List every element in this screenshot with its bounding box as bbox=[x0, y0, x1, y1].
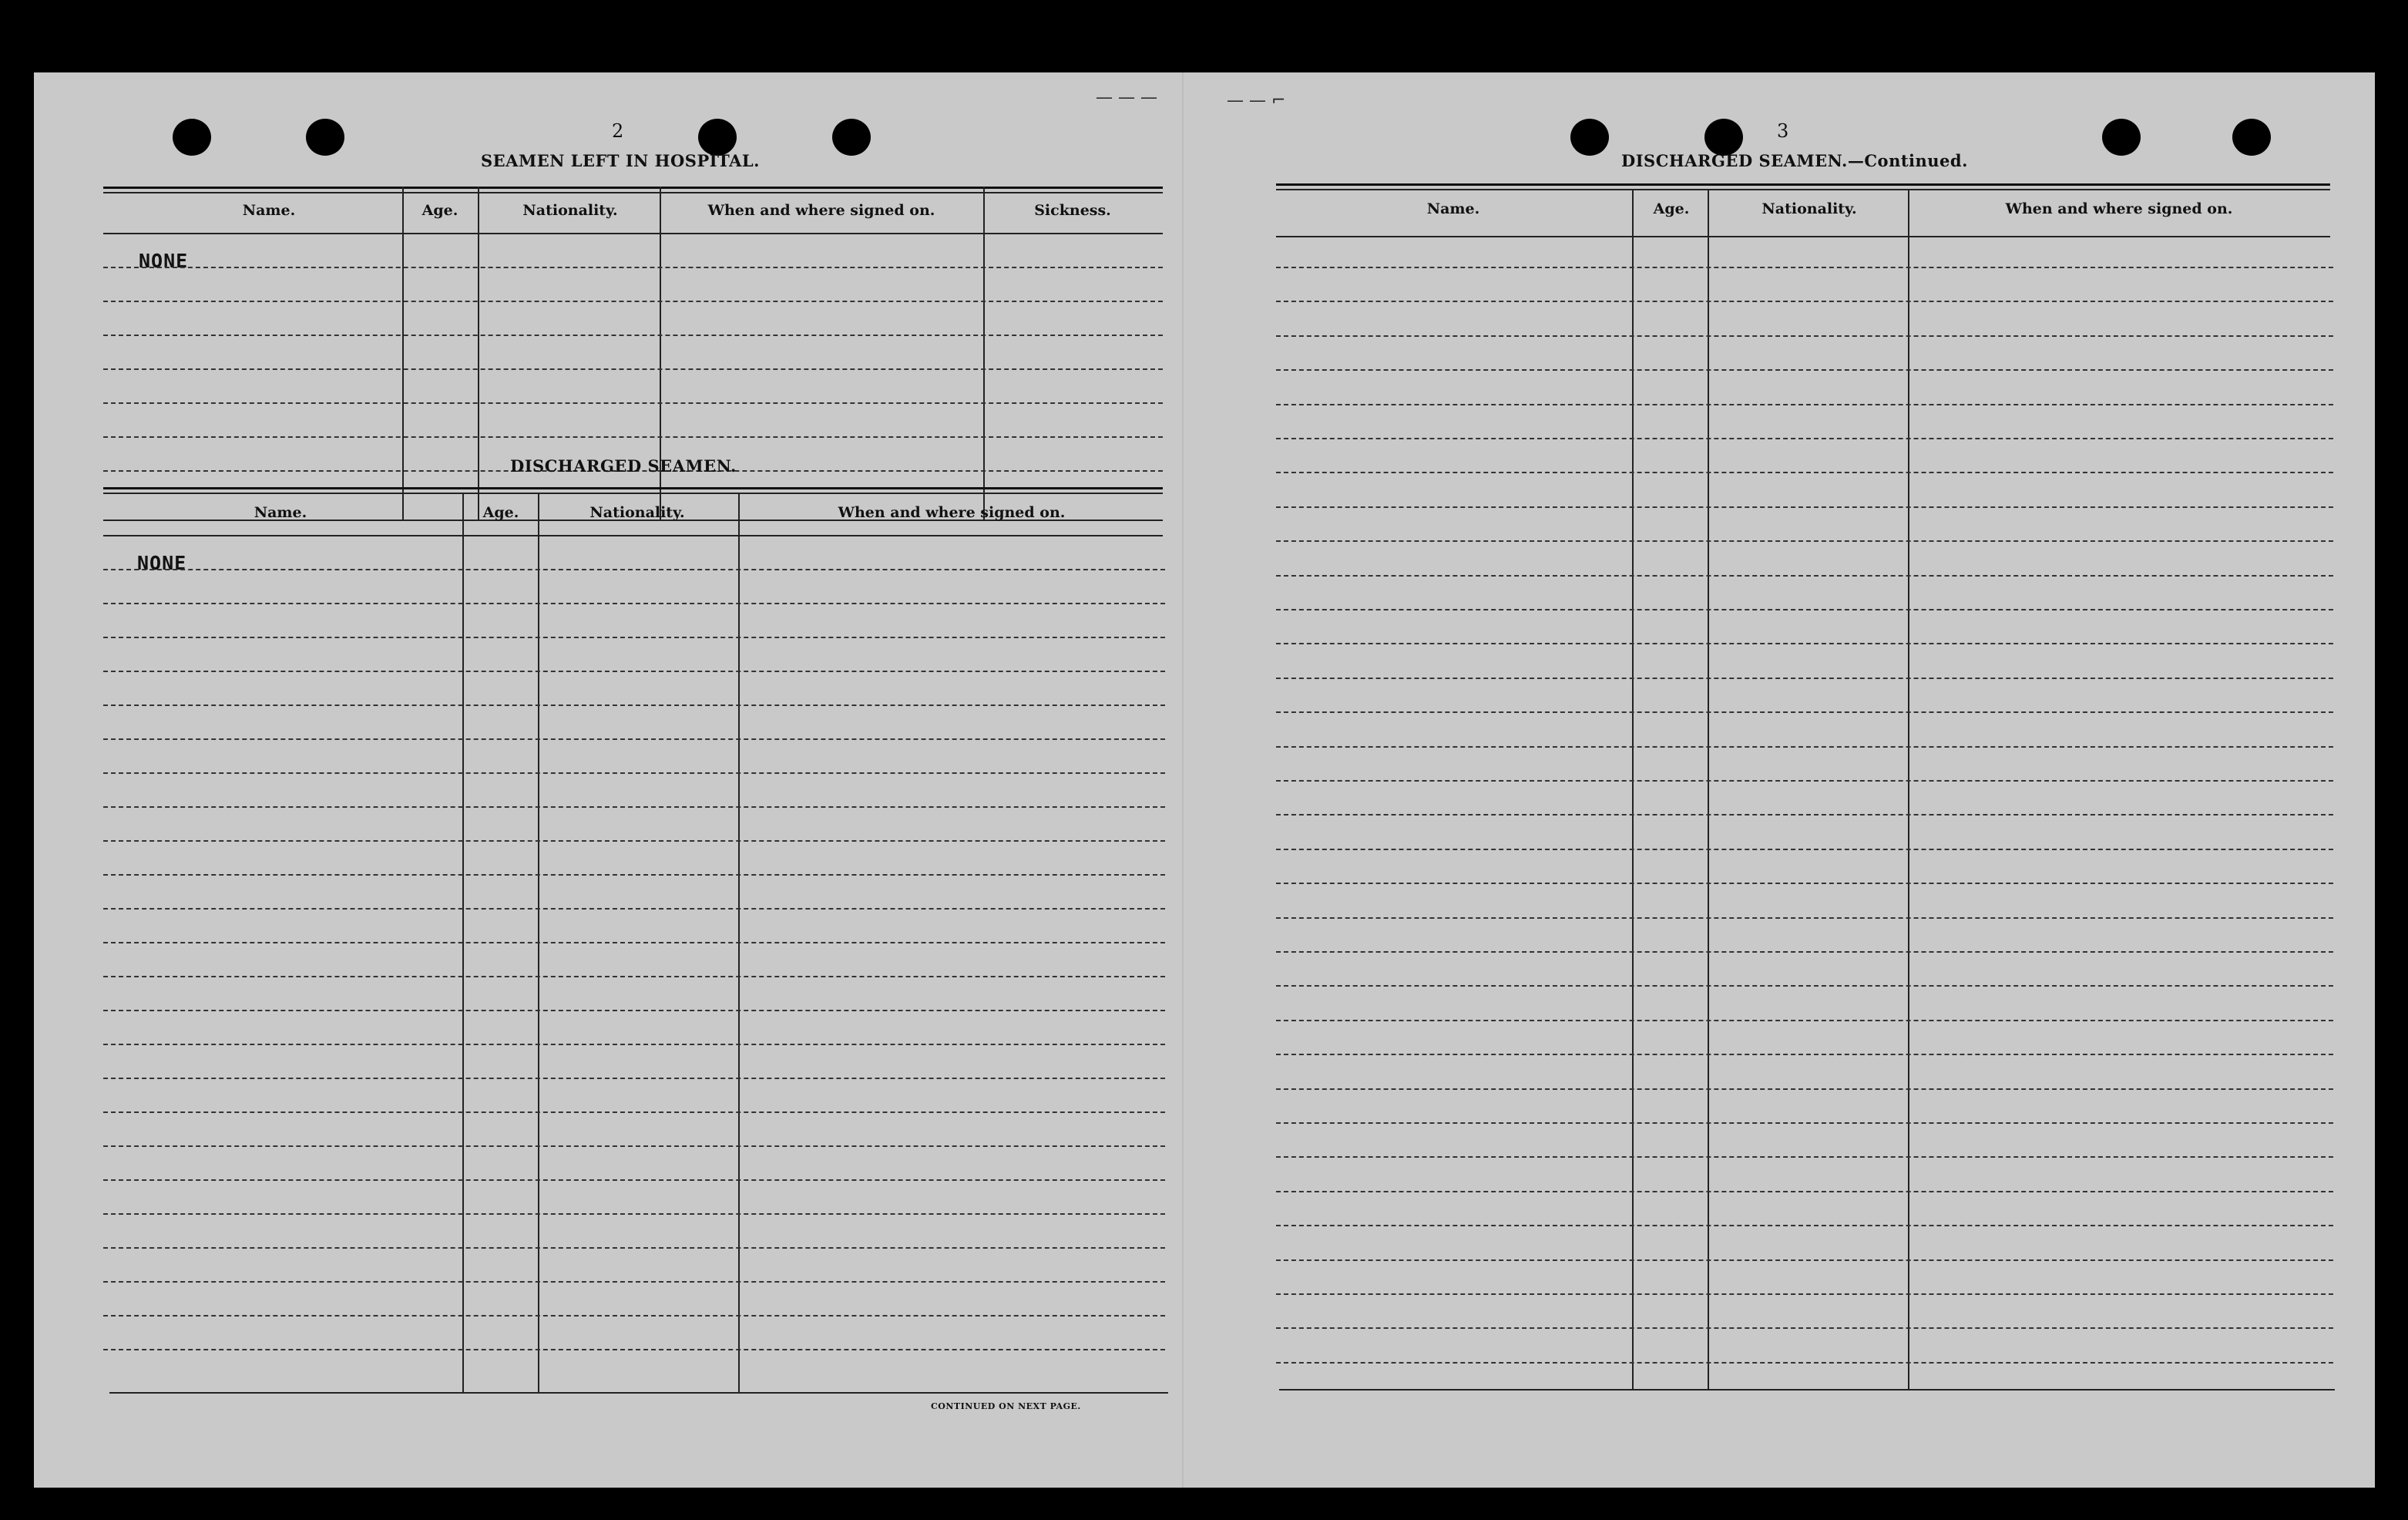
dotted-line bbox=[1276, 540, 2333, 542]
dotted-line bbox=[1276, 643, 2333, 644]
col-name: Name. bbox=[242, 202, 296, 219]
dotted-line bbox=[1276, 575, 2333, 577]
col-age: Age. bbox=[1653, 200, 1690, 217]
dotted-line bbox=[103, 772, 1165, 774]
dotted-line bbox=[103, 402, 1163, 404]
col-signed-on: When and where signed on. bbox=[2005, 200, 2233, 217]
dotted-line bbox=[103, 1213, 1165, 1215]
dotted-line bbox=[103, 908, 1165, 910]
page-fold bbox=[1182, 72, 1184, 1488]
col-signed-on: When and where signed on. bbox=[838, 504, 1066, 521]
table-rule bbox=[109, 1392, 1168, 1394]
dotted-line bbox=[1276, 883, 2333, 884]
dotted-line bbox=[103, 1111, 1165, 1113]
dotted-line bbox=[103, 1078, 1165, 1079]
col-name: Name. bbox=[254, 504, 307, 521]
discharged-entry: NONE bbox=[137, 552, 187, 574]
dotted-line bbox=[1276, 746, 2333, 748]
col-age: Age. bbox=[482, 504, 519, 521]
dotted-line bbox=[1276, 678, 2333, 679]
dotted-line bbox=[1276, 1225, 2333, 1226]
dotted-line bbox=[1276, 917, 2333, 919]
dotted-line bbox=[103, 806, 1165, 808]
col-nationality: Nationality. bbox=[522, 202, 618, 219]
dotted-line bbox=[1276, 506, 2333, 508]
dotted-line bbox=[1276, 1327, 2333, 1329]
dotted-line bbox=[103, 1315, 1165, 1317]
dotted-line bbox=[1276, 404, 2333, 405]
dotted-line bbox=[1276, 438, 2333, 439]
col-name: Name. bbox=[1426, 200, 1480, 217]
table-rule bbox=[103, 233, 1163, 234]
col-nationality: Nationality. bbox=[1762, 200, 1857, 217]
dotted-line bbox=[103, 1349, 1165, 1350]
table-rule bbox=[103, 187, 1163, 189]
dotted-line bbox=[1276, 1259, 2333, 1261]
col-age: Age. bbox=[421, 202, 458, 219]
margin-mark: — — ⌐ bbox=[1227, 91, 1286, 110]
dotted-line bbox=[103, 267, 1163, 268]
dotted-line bbox=[103, 874, 1165, 876]
dotted-line bbox=[103, 637, 1165, 638]
punch-hole bbox=[306, 119, 344, 156]
dotted-line bbox=[103, 368, 1163, 370]
dotted-line bbox=[1276, 609, 2333, 610]
dotted-line bbox=[1276, 301, 2333, 302]
dotted-line bbox=[103, 738, 1165, 740]
discharged-section-title: DISCHARGED SEAMEN. bbox=[510, 456, 737, 476]
dotted-line bbox=[1276, 1054, 2333, 1055]
dotted-line bbox=[103, 335, 1163, 336]
punch-hole bbox=[698, 119, 737, 156]
dotted-line bbox=[103, 1247, 1165, 1249]
punch-hole bbox=[832, 119, 871, 156]
punch-hole bbox=[1570, 119, 1609, 156]
continued-note: CONTINUED ON NEXT PAGE. bbox=[931, 1401, 1081, 1411]
dotted-line bbox=[103, 976, 1165, 977]
table-rule bbox=[1279, 1389, 2335, 1391]
dotted-line bbox=[1276, 267, 2333, 268]
hospital-section-title: SEAMEN LEFT IN HOSPITAL. bbox=[481, 151, 760, 170]
dotted-line bbox=[1276, 711, 2333, 713]
col-sickness: Sickness. bbox=[1034, 202, 1111, 219]
dotted-line bbox=[103, 942, 1165, 943]
dotted-line bbox=[103, 1044, 1165, 1045]
dotted-line bbox=[103, 1281, 1165, 1283]
dotted-line bbox=[1276, 1156, 2333, 1158]
dotted-line bbox=[1276, 1293, 2333, 1295]
discharged-continued-title: DISCHARGED SEAMEN.—Continued. bbox=[1621, 151, 1968, 170]
table-rule bbox=[1276, 189, 2330, 190]
document-sheet bbox=[34, 72, 2375, 1488]
dotted-line bbox=[103, 671, 1165, 672]
dotted-line bbox=[1276, 1191, 2333, 1192]
dotted-line bbox=[103, 301, 1163, 302]
dotted-line bbox=[1276, 1088, 2333, 1090]
punch-hole bbox=[1704, 119, 1743, 156]
punch-hole bbox=[173, 119, 211, 156]
punch-hole bbox=[2102, 119, 2141, 156]
col-nationality: Nationality. bbox=[589, 504, 685, 521]
table-rule bbox=[103, 535, 1163, 536]
page-number: 3 bbox=[1777, 120, 1789, 142]
margin-mark: — — — bbox=[1096, 88, 1157, 107]
dotted-line bbox=[103, 569, 1165, 570]
dotted-line bbox=[1276, 1020, 2333, 1021]
dotted-line bbox=[1276, 369, 2333, 371]
dotted-line bbox=[1276, 814, 2333, 815]
table-rule bbox=[1276, 236, 2330, 237]
dotted-line bbox=[103, 705, 1165, 706]
dotted-line bbox=[103, 436, 1163, 438]
dotted-line bbox=[103, 603, 1165, 604]
dotted-line bbox=[1276, 849, 2333, 850]
dotted-line bbox=[103, 1145, 1165, 1147]
dotted-line bbox=[103, 1179, 1165, 1181]
dotted-line bbox=[103, 1010, 1165, 1011]
dotted-line bbox=[103, 840, 1165, 842]
dotted-line bbox=[1276, 1122, 2333, 1124]
dotted-line bbox=[1276, 335, 2333, 337]
page-number: 2 bbox=[612, 120, 624, 142]
dotted-line bbox=[1276, 472, 2333, 473]
table-rule bbox=[103, 192, 1163, 193]
dotted-line bbox=[1276, 780, 2333, 782]
table-rule bbox=[103, 487, 1163, 489]
dotted-line bbox=[1276, 985, 2333, 987]
dotted-line bbox=[1276, 951, 2333, 953]
col-signed-on: When and where signed on. bbox=[707, 202, 935, 219]
table-rule bbox=[103, 493, 1163, 494]
punch-hole bbox=[2232, 119, 2271, 156]
dotted-line bbox=[1276, 1362, 2333, 1364]
hospital-entry: NONE bbox=[139, 250, 189, 272]
table-rule bbox=[1276, 183, 2330, 186]
